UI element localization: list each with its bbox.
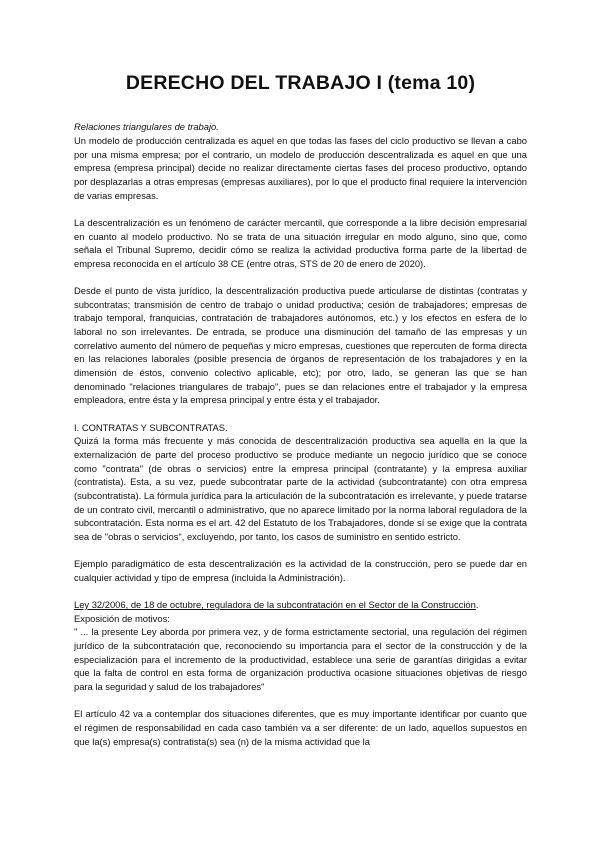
ley-title-end: . [475, 599, 479, 611]
contratas-section [74, 421, 527, 544]
intro-subtitle: Relaciones triangulares de trabajo. [74, 121, 219, 133]
document-title: DERECHO DEL TRABAJO I (tema 10) [125, 72, 476, 94]
contratas-heading: I. CONTRATAS Y SUBCONTRATAS. [74, 421, 228, 433]
ley-section [74, 598, 527, 694]
exposicion-quote: " ... la presente Ley aborda por primera vez, y de forma estrictamente sectorial, una regulación del régimen jurídico de la subcontratación que, reconociendo su importancia para el sector de la construcción y de la especialización para el incremento de la productividad, establece una serie de garantías dirigidas a evitar que la falta de control en esta forma de organización productiva ocasione situaciones objetivas de riesgo para la seguridad y salud de los trabajadores" [74, 626, 527, 692]
intro-paragraph [74, 120, 527, 202]
ley-title-link[interactable]: Ley 32/2006, de 18 de octubre, reguladora de la subcontratación en el Sector de la Construcción [74, 599, 476, 611]
exposicion-label: Exposición de motivos: [74, 612, 170, 624]
articulo42-paragraph: El artículo 42 va a contemplar dos situaciones diferentes, que es muy importante identificar por cuanto que el régimen de responsabilidad en cada caso también va a ser diferente: de un lado, aquellos supuestos en que la(s) empresa(s) contratista(s) sea (n) de la misma actividad que la [74, 708, 527, 747]
intro-text: Un modelo de producción centralizada es aquel en que todas las fases del ciclo productivo se llevan a cabo por una misma empresa; por el contrario, un modelo de producción descentralizada es aquel en que una empresa (empresa principal) decide no realizar directamente ciertas fases del proceso productivo, optando por desplazarlas a otras empresas (empresas auxiliares), por lo que el producto final requiere la intervención de varias empresas. [74, 135, 527, 201]
contratas-text: Quizá la forma más frecuente y más conocida de descentralización productiva sea aquella en la que la externalización de parte del proceso productivo se produce mediante un negocio jurídico que se conoce como "contrata" (de obras o servicios) entre la empresa principal (contratante) y la empresa auxiliar (contratista). Esta, a su vez, puede subcontratar parte de la actividad (subcontratante) con otra empresa (subcontratista). La fórmula jurídica para la articulación de la subcontratación es irrelevante, y puede tratarse de un contrato civil, mercantil o administrativo, que no aparece limitado por la norma laboral reguladora de la subcontratación. Esta norma es el art. 42 del Estatuto de los Trabajadores, donde sí se exige que la contrata sea de "obras o servicios", excluyendo, por tanto, los casos de suministro en sentido estricto. [74, 435, 527, 542]
ejemplo-paragraph: Ejemplo paradigmático de esta descentralización es la actividad de la construcción, pero se puede dar en cualquier actividad y tipo de empresa (incluida la Administración). [74, 558, 527, 583]
descentralizacion-paragraph: La descentralización es un fenómeno de carácter mercantil, que corresponde a la libre decisión empresarial en cuanto al modelo productivo. No se trata de una situación irregular en modo alguno, sino que, como señala el Tribunal Supremo, decidir cómo se realiza la actividad productiva forma parte de la libertad de empresa reconocida en el artículo 38 CE (entre otras, STS de 20 de enero de 2020). [74, 216, 527, 269]
punto-vista-juridico-paragraph: Desde el punto de vista jurídico, la descentralización productiva puede articularse de distintas (contratas y subcontratas; transmisión de centro de trabajo o unidad productiva; cesión de trabajadores; empresas de trabajo temporal, franquicias, contratación de trabajadores autónomos, etc.) y los efectos en esfera de lo laboral no son irrelevantes. De entrada, se produce una disminución del tamaño de las empresas y un correlativo aumento del número de pequeñas y micro empresas, cuestiones que repercuten de forma directa en las relaciones laborales (posible presencia de órganos de representación de los trabajadores y en la dimensión de éstos, convenio colectivo aplicable, etc); por otro, lado, se generan las que se han denominado "relaciones triangulares de trabajo", pues se dan relaciones entre el trabajador y la empresa empleadora, entre ésta y la empresa principal y entre ésta y el trabajador. [74, 285, 527, 406]
